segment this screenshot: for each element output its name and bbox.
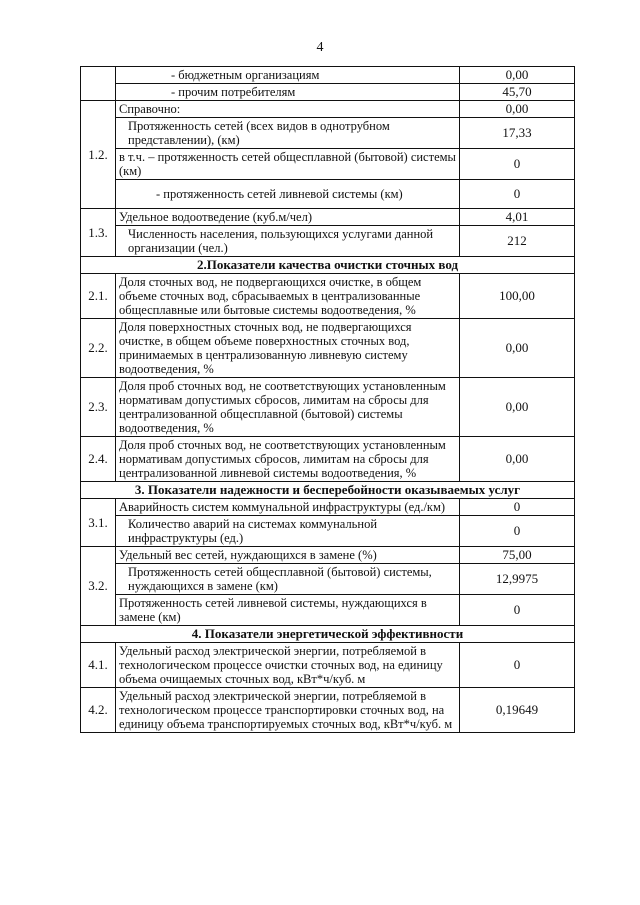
row-number-cell: 1.2. — [81, 101, 116, 209]
table-row — [81, 180, 575, 209]
row-number-cell: 3.1. — [81, 499, 116, 547]
row-value-cell: 17,33 — [460, 118, 575, 149]
row-value-cell: 0 — [460, 180, 575, 209]
row-text-cell: Удельный расход электрической энергии, потребляемой в технологическом процессе транспортировки сточных вод, на единицу объема транспортируемых сточных вод, кВт*ч/куб. м — [116, 688, 460, 733]
row-value-cell: 0,00 — [460, 437, 575, 482]
row-value-cell: 0,00 — [460, 378, 575, 437]
indicators-table — [80, 66, 575, 733]
table-row — [81, 378, 575, 437]
table-row — [81, 101, 575, 118]
row-value-cell: 0 — [460, 499, 575, 516]
section-title: 4. Показатели энергетической эффективности — [81, 626, 575, 643]
row-value-cell: 0,00 — [460, 101, 575, 118]
row-number-cell: 3.2. — [81, 547, 116, 626]
row-value-cell: 0 — [460, 149, 575, 180]
section-header-row — [81, 626, 575, 643]
table-row — [81, 67, 575, 84]
row-value-cell: 0 — [460, 516, 575, 547]
row-text-cell: Доля проб сточных вод, не соответствующих установленным нормативам допустимых сбросов, лимитам на сбросы для централизованной ливневой системы водоотведения, % — [116, 437, 460, 482]
row-value-cell: 4,01 — [460, 209, 575, 226]
table-row — [81, 226, 575, 257]
page-number: 4 — [316, 40, 324, 55]
row-number-cell: 4.1. — [81, 643, 116, 688]
row-number-cell: 2.3. — [81, 378, 116, 437]
row-text-cell: Численность населения, пользующихся услугами данной организации (чел.) — [116, 226, 460, 257]
row-value-cell: 45,70 — [460, 84, 575, 101]
row-number-cell: 2.2. — [81, 319, 116, 378]
row-number-cell — [81, 67, 116, 101]
row-text-cell: Протяженность сетей (всех видов в однотрубном представлении), (км) — [116, 118, 460, 149]
row-value-cell: 100,00 — [460, 274, 575, 319]
row-value-cell: 0 — [460, 643, 575, 688]
table-row — [81, 643, 575, 688]
table-row — [81, 84, 575, 101]
section-header-row — [81, 482, 575, 499]
row-text-cell: Доля проб сточных вод, не соответствующих установленным нормативам допустимых сбросов, лимитам на сбросы для централизованной общесплавной (бытовой) системы водоотведения, % — [116, 378, 460, 437]
row-text-cell: в т.ч. – протяженность сетей общесплавной (бытовой) системы (км) — [116, 149, 460, 180]
row-text-cell: Доля сточных вод, не подвергающихся очистке, в общем объеме сточных вод, сбрасываемых в централизованные общесплавные или бытовые системы водоотведения, % — [116, 274, 460, 319]
table-row — [81, 595, 575, 626]
row-text-cell: Протяженность сетей ливневой системы, нуждающихся в замене (км) — [116, 595, 460, 626]
row-value-cell: 0,00 — [460, 67, 575, 84]
table-row — [81, 118, 575, 149]
table-row — [81, 319, 575, 378]
row-text-cell: - протяженность сетей ливневой системы (км) — [116, 180, 460, 209]
table-row — [81, 547, 575, 564]
table-row — [81, 149, 575, 180]
row-value-cell: 12,9975 — [460, 564, 575, 595]
row-text-cell: Протяженность сетей общесплавной (бытовой) системы, нуждающихся в замене (км) — [116, 564, 460, 595]
row-value-cell: 0,19649 — [460, 688, 575, 733]
row-number-cell: 2.4. — [81, 437, 116, 482]
row-text-cell: Удельный расход электрической энергии, потребляемой в технологическом процессе очистки сточных вод, на единицу объема очищаемых сточных вод, кВт*ч/куб. м — [116, 643, 460, 688]
row-text-cell: Удельный вес сетей, нуждающихся в замене (%) — [116, 547, 460, 564]
row-number-cell: 4.2. — [81, 688, 116, 733]
row-value-cell: 0 — [460, 595, 575, 626]
row-text-cell: - бюджетным организациям — [116, 67, 460, 84]
table-row — [81, 209, 575, 226]
row-text-cell: Доля поверхностных сточных вод, не подвергающихся очистке, в общем объеме поверхностных сточных вод, принимаемых в централизованную ливневую систему водоотведения, % — [116, 319, 460, 378]
table-row — [81, 564, 575, 595]
row-number-cell: 2.1. — [81, 274, 116, 319]
row-text-cell: Количество аварий на системах коммунальной инфраструктуры (ед.) — [116, 516, 460, 547]
table-row — [81, 274, 575, 319]
table-row — [81, 499, 575, 516]
row-text-cell: Справочно: — [116, 101, 460, 118]
row-value-cell: 75,00 — [460, 547, 575, 564]
row-text-cell: - прочим потребителям — [116, 84, 460, 101]
table-row — [81, 437, 575, 482]
row-value-cell: 0,00 — [460, 319, 575, 378]
section-title: 2.Показатели качества очистки сточных вод — [81, 257, 575, 274]
section-header-row — [81, 257, 575, 274]
row-text-cell: Удельное водоотведение (куб.м/чел) — [116, 209, 460, 226]
row-number-cell: 1.3. — [81, 209, 116, 257]
row-value-cell: 212 — [460, 226, 575, 257]
table-row — [81, 688, 575, 733]
section-title: 3. Показатели надежности и бесперебойности оказываемых услуг — [81, 482, 575, 499]
table-row — [81, 516, 575, 547]
row-text-cell: Аварийность систем коммунальной инфраструктуры (ед./км) — [116, 499, 460, 516]
